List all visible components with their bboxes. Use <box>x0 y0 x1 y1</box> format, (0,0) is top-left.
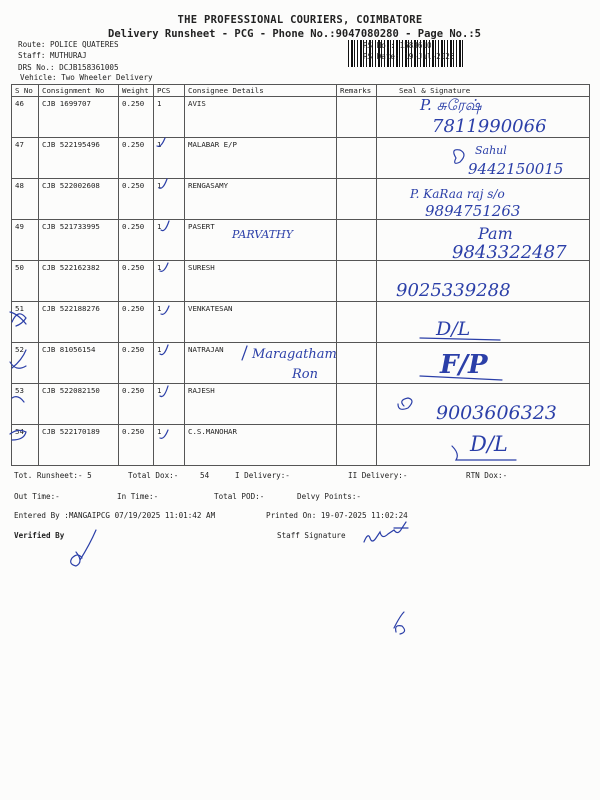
handwritten-remark: Ron <box>292 367 318 382</box>
rtn-dox: RTN Dox:- <box>466 471 508 480</box>
staff-label: Staff: MUTHURAJ <box>18 51 87 60</box>
weight-cell: 0.250 <box>119 261 154 302</box>
handwritten-name: Sahul <box>475 144 507 157</box>
sno-cell: 54 <box>12 425 39 466</box>
remarks-cell <box>337 179 377 220</box>
col-consignee: Consignee Details <box>185 85 337 97</box>
handwritten-fp: F/P <box>440 350 488 380</box>
pcs-cell: 1 <box>154 138 185 179</box>
sno-cell: 48 <box>12 179 39 220</box>
handwritten-phone: 9894751263 <box>425 202 521 220</box>
sno-cell: 49 <box>12 220 39 261</box>
consignee-cell: VENKATESAN <box>185 302 337 343</box>
pcs-cell: 1 <box>154 425 185 466</box>
table-row <box>12 302 590 343</box>
handwritten-remark: PARVATHY <box>232 228 293 241</box>
ii-delivery: II Delivery:- <box>348 471 408 480</box>
handwritten-phone: 9843322487 <box>452 242 567 263</box>
handwritten-remark: Maragatham <box>252 347 337 362</box>
total-dox-label: Total Dox:- <box>128 471 179 480</box>
col-sno: S No <box>12 85 39 97</box>
weight-cell: 0.250 <box>119 343 154 384</box>
in-time: In Time:- <box>117 492 159 501</box>
weight-cell: 0.250 <box>119 179 154 220</box>
consignment-cell: CJB 522195496 <box>39 138 119 179</box>
consignee-cell: PASERT <box>185 220 337 261</box>
handwritten-phone: 9003606323 <box>436 402 557 424</box>
drs-label: DRS No.: DCJB158361005 <box>18 63 119 72</box>
consignment-cell: CJB 522162382 <box>39 261 119 302</box>
consignee-cell: NATRAJAN <box>185 343 337 384</box>
sno-cell: 47 <box>12 138 39 179</box>
table-header-row <box>12 85 590 97</box>
remarks-cell <box>337 384 377 425</box>
sno-cell: 53 <box>12 384 39 425</box>
entered-by: Entered By :MANGAIPCG 07/19/2025 11:01:42 AM <box>14 511 216 520</box>
signature-cell <box>377 302 590 343</box>
total-pod: Total POD:- <box>214 492 265 501</box>
consignee-cell: RAJESH <box>185 384 337 425</box>
consignee-cell: SURESH <box>185 261 337 302</box>
staff-signature <box>364 522 408 542</box>
handwritten-dl: D/L <box>436 318 471 340</box>
consignment-cell: CJB 522188276 <box>39 302 119 343</box>
total-dox-value: 54 <box>200 471 210 480</box>
handwritten-phone: 9442150015 <box>468 160 564 178</box>
sno-cell: 52 <box>12 343 39 384</box>
weight-cell: 0.250 <box>119 220 154 261</box>
runsheet-subtitle: Delivery Runsheet - PCG - Phone No.:9047080280 - Page No.:5 <box>108 28 481 40</box>
weight-cell: 0.250 <box>119 425 154 466</box>
consignee-cell: RENGASAMY <box>185 179 337 220</box>
total-runsheet: Tot. Runsheet:- 5 <box>14 471 92 480</box>
col-weight: Weight <box>119 85 154 97</box>
consignment-cell: CJB 81056154 <box>39 343 119 384</box>
sno-cell: 51 <box>12 302 39 343</box>
staff-signature-label: Staff Signature <box>277 531 346 540</box>
rs-number: RS No.: 1583610 <box>363 41 432 50</box>
route-label: Route: POLICE QUATERES <box>18 40 119 49</box>
delivery-points: Delvy Points:- <box>297 492 362 501</box>
out-time: Out Time:- <box>14 492 60 501</box>
pcs-cell: 1 <box>154 343 185 384</box>
pcs-cell: 1 <box>154 302 185 343</box>
vehicle-label: Vehicle: Two Wheeler Delivery <box>20 73 153 82</box>
printed-on: Printed On: 19-07-2025 11:02:24 <box>266 511 408 520</box>
handwritten-name: P. சுரேஷ் <box>420 96 482 114</box>
handwritten-dl: D/L <box>470 432 508 456</box>
i-delivery: I Delivery:- <box>235 471 290 480</box>
consignment-cell: CJB 1699707 <box>39 97 119 138</box>
handwritten-phone: 7811990066 <box>432 116 547 137</box>
remarks-cell <box>337 302 377 343</box>
pcs-cell: 1 <box>154 384 185 425</box>
remarks-cell <box>337 220 377 261</box>
pcs-cell: 1 <box>154 97 185 138</box>
pcs-cell: 1 <box>154 179 185 220</box>
sno-cell: 46 <box>12 97 39 138</box>
weight-cell: 0.250 <box>119 384 154 425</box>
verified-signature <box>71 530 96 566</box>
handwritten-name: P. KaRaa raj s/o <box>410 187 505 201</box>
remarks-cell <box>337 97 377 138</box>
consignment-cell: CJB 521733995 <box>39 220 119 261</box>
remarks-cell <box>337 425 377 466</box>
pcs-cell: 1 <box>154 220 185 261</box>
consignment-cell: CJB 522082150 <box>39 384 119 425</box>
stray-mark <box>394 612 405 634</box>
remarks-cell <box>337 261 377 302</box>
remarks-cell <box>337 138 377 179</box>
consignment-cell: CJB 522002608 <box>39 179 119 220</box>
col-pcs: PCS <box>154 85 185 97</box>
handwritten-phone: 9025339288 <box>396 280 511 301</box>
consignee-cell: MALABAR E/P <box>185 138 337 179</box>
col-seal-signature: Seal & Signature <box>377 85 590 97</box>
col-remarks: Remarks <box>337 85 377 97</box>
sno-cell: 50 <box>12 261 39 302</box>
weight-cell: 0.250 <box>119 302 154 343</box>
consignment-cell: CJB 522170189 <box>39 425 119 466</box>
consignee-cell: C.S.MANOHAR <box>185 425 337 466</box>
verified-by: Verified By <box>14 531 65 540</box>
rs-date: RS Date: 19-Jul-2025 <box>363 52 455 61</box>
handwritten-name: Pam <box>478 224 513 243</box>
remarks-cell <box>337 343 377 384</box>
weight-cell: 0.250 <box>119 97 154 138</box>
consignee-cell: AVIS <box>185 97 337 138</box>
weight-cell: 0.250 <box>119 138 154 179</box>
company-title: THE PROFESSIONAL COURIERS, COIMBATORE <box>177 14 423 26</box>
col-consignment: Consignment No <box>39 85 119 97</box>
pcs-cell: 1 <box>154 261 185 302</box>
